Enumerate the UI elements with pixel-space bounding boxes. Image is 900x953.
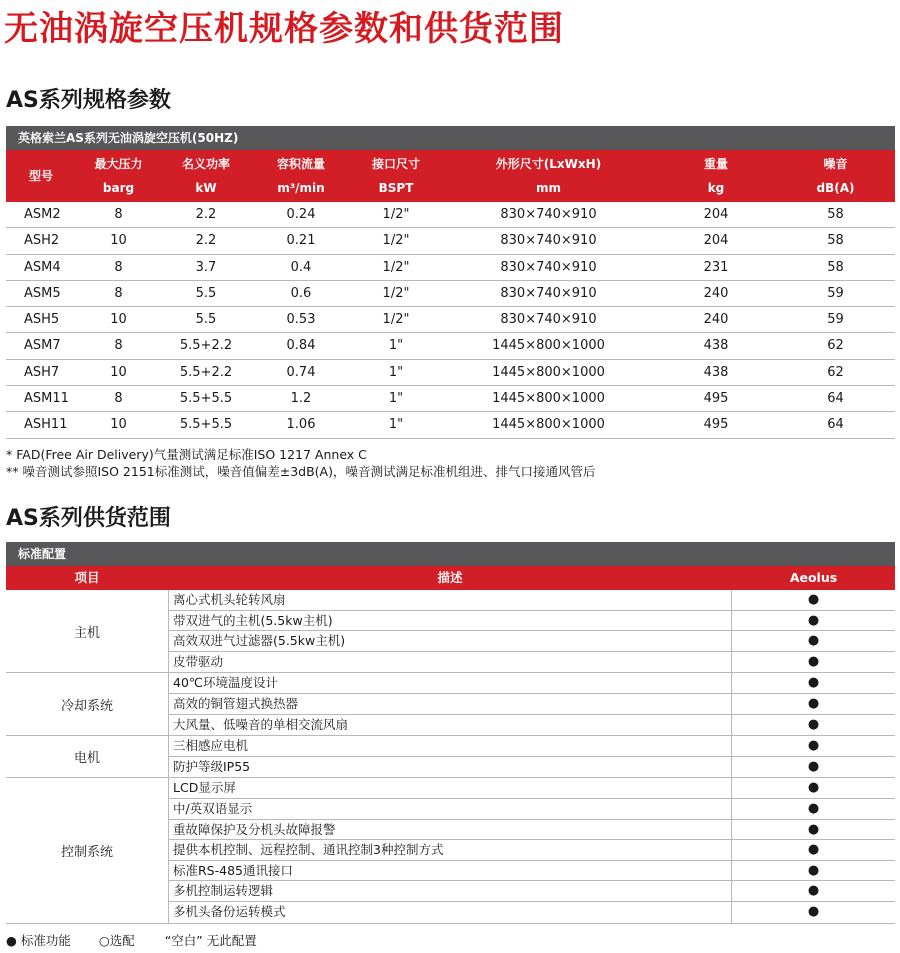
cell-port: 1/2" [382,207,410,222]
cell-model: ASM11 [24,391,69,407]
col-header-power: 名义功率 [181,157,230,171]
col-unit-weight: kg [707,181,725,195]
note-fad: * FAD(Free Air Delivery)气量测试满足标准ISO 1217 Annex C [6,447,367,462]
col-header-desc: 描述 [437,570,463,585]
supply-item-desc: 高效双进气过滤器(5.5kw主机) [169,631,732,651]
legend [6,932,263,950]
standard-dot-icon: ● [807,633,820,649]
cell-noise: 59 [827,312,844,328]
cell-port: 1/2" [382,259,410,275]
cell-pressure: 10 [110,312,127,328]
supply-item-desc: 带双进气的主机(5.5kw主机) [169,611,732,631]
supply-item-desc: 多机控制运转逻辑 [169,881,732,901]
standard-dot-icon: ● [807,738,820,754]
cell-model: ASM5 [24,285,61,301]
supply-item-desc: 多机头备份运转模式 [169,902,732,923]
supply-item-desc: LCD显示屏 [169,778,732,798]
supply-item-desc: 离心式机头轮转风扇 [169,590,732,610]
cell-model: ASH11 [24,417,68,433]
col-header-weight: 重量 [703,157,728,171]
supply-table-caption: 标准配置 [6,542,895,566]
col-header-noise: 噪音 [823,157,848,171]
spec-table [6,126,895,439]
cell-power: 2.2 [195,207,217,222]
supply-item-desc: 防护等级IP55 [169,757,732,778]
supply-item-desc: 40℃环境温度设计 [169,673,732,693]
spec-row [6,307,895,333]
cell-model: ASH2 [24,233,60,249]
cell-noise: 58 [827,233,844,249]
cell-port: 1/2" [382,285,410,301]
cell-weight: 240 [703,312,729,328]
cell-noise: 64 [827,391,844,407]
spec-row [6,386,895,412]
legend-standard: ● 标准功能 [6,933,71,948]
cell-dimensions: 830×740×910 [500,207,597,222]
cell-power: 5.5 [195,285,217,301]
cell-pressure: 10 [110,233,127,249]
supply-item-row [169,840,895,861]
cell-flow: 0.74 [286,364,316,380]
supply-item-row [169,820,895,841]
cell-dimensions: 830×740×910 [500,259,597,275]
standard-dot-icon: ● [807,612,820,628]
supply-group-name: 电机 [6,736,169,777]
cell-weight: 231 [703,259,729,275]
spec-table-header [6,150,895,202]
supply-item-row [169,590,895,611]
cell-dimensions: 830×740×910 [500,233,597,249]
supply-item-desc: 大风量、低噪音的单相交流风扇 [169,715,732,736]
cell-noise: 64 [827,417,844,433]
cell-flow: 0.84 [286,338,316,354]
standard-dot-icon: ● [807,821,820,837]
cell-flow: 0.24 [286,207,316,222]
cell-weight: 240 [703,285,729,301]
supply-group-name: 控制系统 [6,778,169,922]
spec-row [6,255,895,281]
supply-item-row [169,694,895,715]
cell-weight: 438 [703,338,729,354]
spec-table-body [6,202,895,439]
cell-weight: 495 [703,417,729,433]
cell-dimensions: 1445×800×1000 [492,417,605,433]
cell-flow: 0.4 [290,259,312,275]
col-header-dimensions: 外形尺寸(LxWxH) [495,157,602,171]
spec-row [6,202,895,228]
supply-item-row [169,652,895,673]
col-header-model: 型号 [28,169,53,183]
standard-dot-icon: ● [807,903,820,919]
col-header-port: 接口尺寸 [371,157,420,171]
cell-dimensions: 1445×800×1000 [492,338,605,354]
standard-dot-icon: ● [807,800,820,816]
cell-model: ASM2 [24,207,61,222]
supply-table-header [6,566,895,590]
cell-dimensions: 830×740×910 [500,312,597,328]
supply-table [6,542,895,924]
cell-port: 1" [388,391,404,407]
cell-model: ASM7 [24,338,61,354]
cell-port: 1/2" [382,312,410,328]
col-unit-noise: dB(A) [816,181,855,195]
supply-item-row [169,673,895,694]
cell-dimensions: 830×740×910 [500,285,597,301]
cell-power: 5.5+5.5 [179,391,233,407]
spec-table-caption: 英格索兰AS系列无油涡旋空压机(50HZ) [6,126,895,150]
cell-flow: 1.2 [290,391,312,407]
cell-pressure: 8 [114,391,123,407]
col-header-flow: 容积流量 [276,157,325,171]
cell-dimensions: 1445×800×1000 [492,391,605,407]
standard-dot-icon: ● [807,675,820,691]
standard-dot-icon: ● [807,862,820,878]
supply-item-row [169,881,895,902]
cell-power: 2.2 [195,233,217,249]
cell-port: 1" [388,338,404,354]
cell-flow: 0.53 [286,312,316,328]
cell-pressure: 8 [114,338,123,354]
supply-group [6,673,895,736]
cell-noise: 62 [827,364,844,380]
cell-noise: 58 [827,207,844,222]
supply-item-desc: 三相感应电机 [169,736,732,756]
legend-optional: ○选配 [98,933,135,948]
spec-heading: AS系列规格参数 [6,88,171,113]
standard-dot-icon: ● [807,883,820,899]
spec-row [6,333,895,359]
col-header-aeolus: Aeolus [789,570,838,585]
cell-pressure: 10 [110,417,127,433]
col-header-item: 项目 [74,570,100,585]
cell-flow: 1.06 [286,417,316,433]
supply-item-desc: 皮带驱动 [169,652,732,673]
cell-power: 5.5+2.2 [179,364,233,380]
cell-pressure: 10 [110,364,127,380]
supply-heading: AS系列供货范围 [6,506,171,531]
cell-noise: 62 [827,338,844,354]
supply-item-desc: 标准RS-485通讯接口 [169,861,732,881]
standard-dot-icon: ● [807,695,820,711]
standard-dot-icon: ● [807,758,820,774]
supply-item-row [169,715,895,736]
col-header-pressure: 最大压力 [94,157,143,171]
cell-port: 1/2" [382,233,410,249]
cell-flow: 0.21 [286,233,316,249]
cell-pressure: 8 [114,259,123,275]
note-noise: ** 噪音测试参照ISO 2151标准测试，噪音值偏差±3dB(A)，噪音测试满足标准机组进、排气口接通风管后 [6,464,596,479]
cell-port: 1" [388,364,404,380]
col-unit-power: kW [195,181,217,195]
col-unit-port: BSPT [378,181,414,195]
spec-row [6,228,895,254]
spec-row [6,412,895,438]
cell-power: 5.5 [195,312,217,328]
supply-group [6,736,895,778]
cell-model: ASM4 [24,259,61,275]
supply-item-row [169,861,895,882]
col-unit-pressure: barg [102,181,135,195]
supply-item-desc: 提供本机控制、远程控制、通讯控制3种控制方式 [169,840,732,860]
supply-group [6,778,895,923]
cell-power: 5.5+2.2 [179,338,233,354]
standard-dot-icon: ● [807,842,820,858]
cell-model: ASH7 [24,364,60,380]
col-unit-flow: m³/min [277,181,325,195]
page-title: 无油涡旋空压机规格参数和供货范围 [4,9,564,49]
cell-dimensions: 1445×800×1000 [492,364,605,380]
cell-weight: 495 [703,391,729,407]
supply-item-row [169,631,895,652]
supply-item-desc: 重故障保护及分机头故障报警 [169,820,732,840]
cell-flow: 0.6 [290,285,312,301]
cell-weight: 204 [703,207,729,222]
cell-weight: 438 [703,364,729,380]
supply-item-row [169,757,895,778]
supply-item-row [169,611,895,632]
spec-row [6,360,895,386]
spec-notes [6,446,595,480]
supply-item-row [169,799,895,820]
cell-noise: 59 [827,285,844,301]
cell-noise: 58 [827,259,844,275]
spec-row [6,281,895,307]
cell-power: 5.5+5.5 [179,417,233,433]
supply-item-desc: 中/英双语显示 [169,799,732,819]
supply-group-name: 冷却系统 [6,673,169,735]
cell-power: 3.7 [195,259,217,275]
cell-weight: 204 [703,233,729,249]
standard-dot-icon: ● [807,653,820,669]
col-unit-dimensions: mm [535,181,561,195]
standard-dot-icon: ● [807,592,820,607]
supply-item-row [169,736,895,757]
supply-group-name: 主机 [6,590,169,672]
supply-group [6,590,895,673]
supply-item-row [169,902,895,923]
standard-dot-icon: ● [807,716,820,732]
supply-item-desc: 高效的铜管翅式换热器 [169,694,732,714]
cell-pressure: 8 [114,285,123,301]
supply-item-row [169,778,895,799]
legend-blank: “空白” 无此配置 [164,933,257,948]
cell-port: 1" [388,417,404,433]
supply-table-body [6,590,895,924]
cell-model: ASH5 [24,312,60,328]
cell-pressure: 8 [114,207,123,222]
standard-dot-icon: ● [807,780,820,796]
